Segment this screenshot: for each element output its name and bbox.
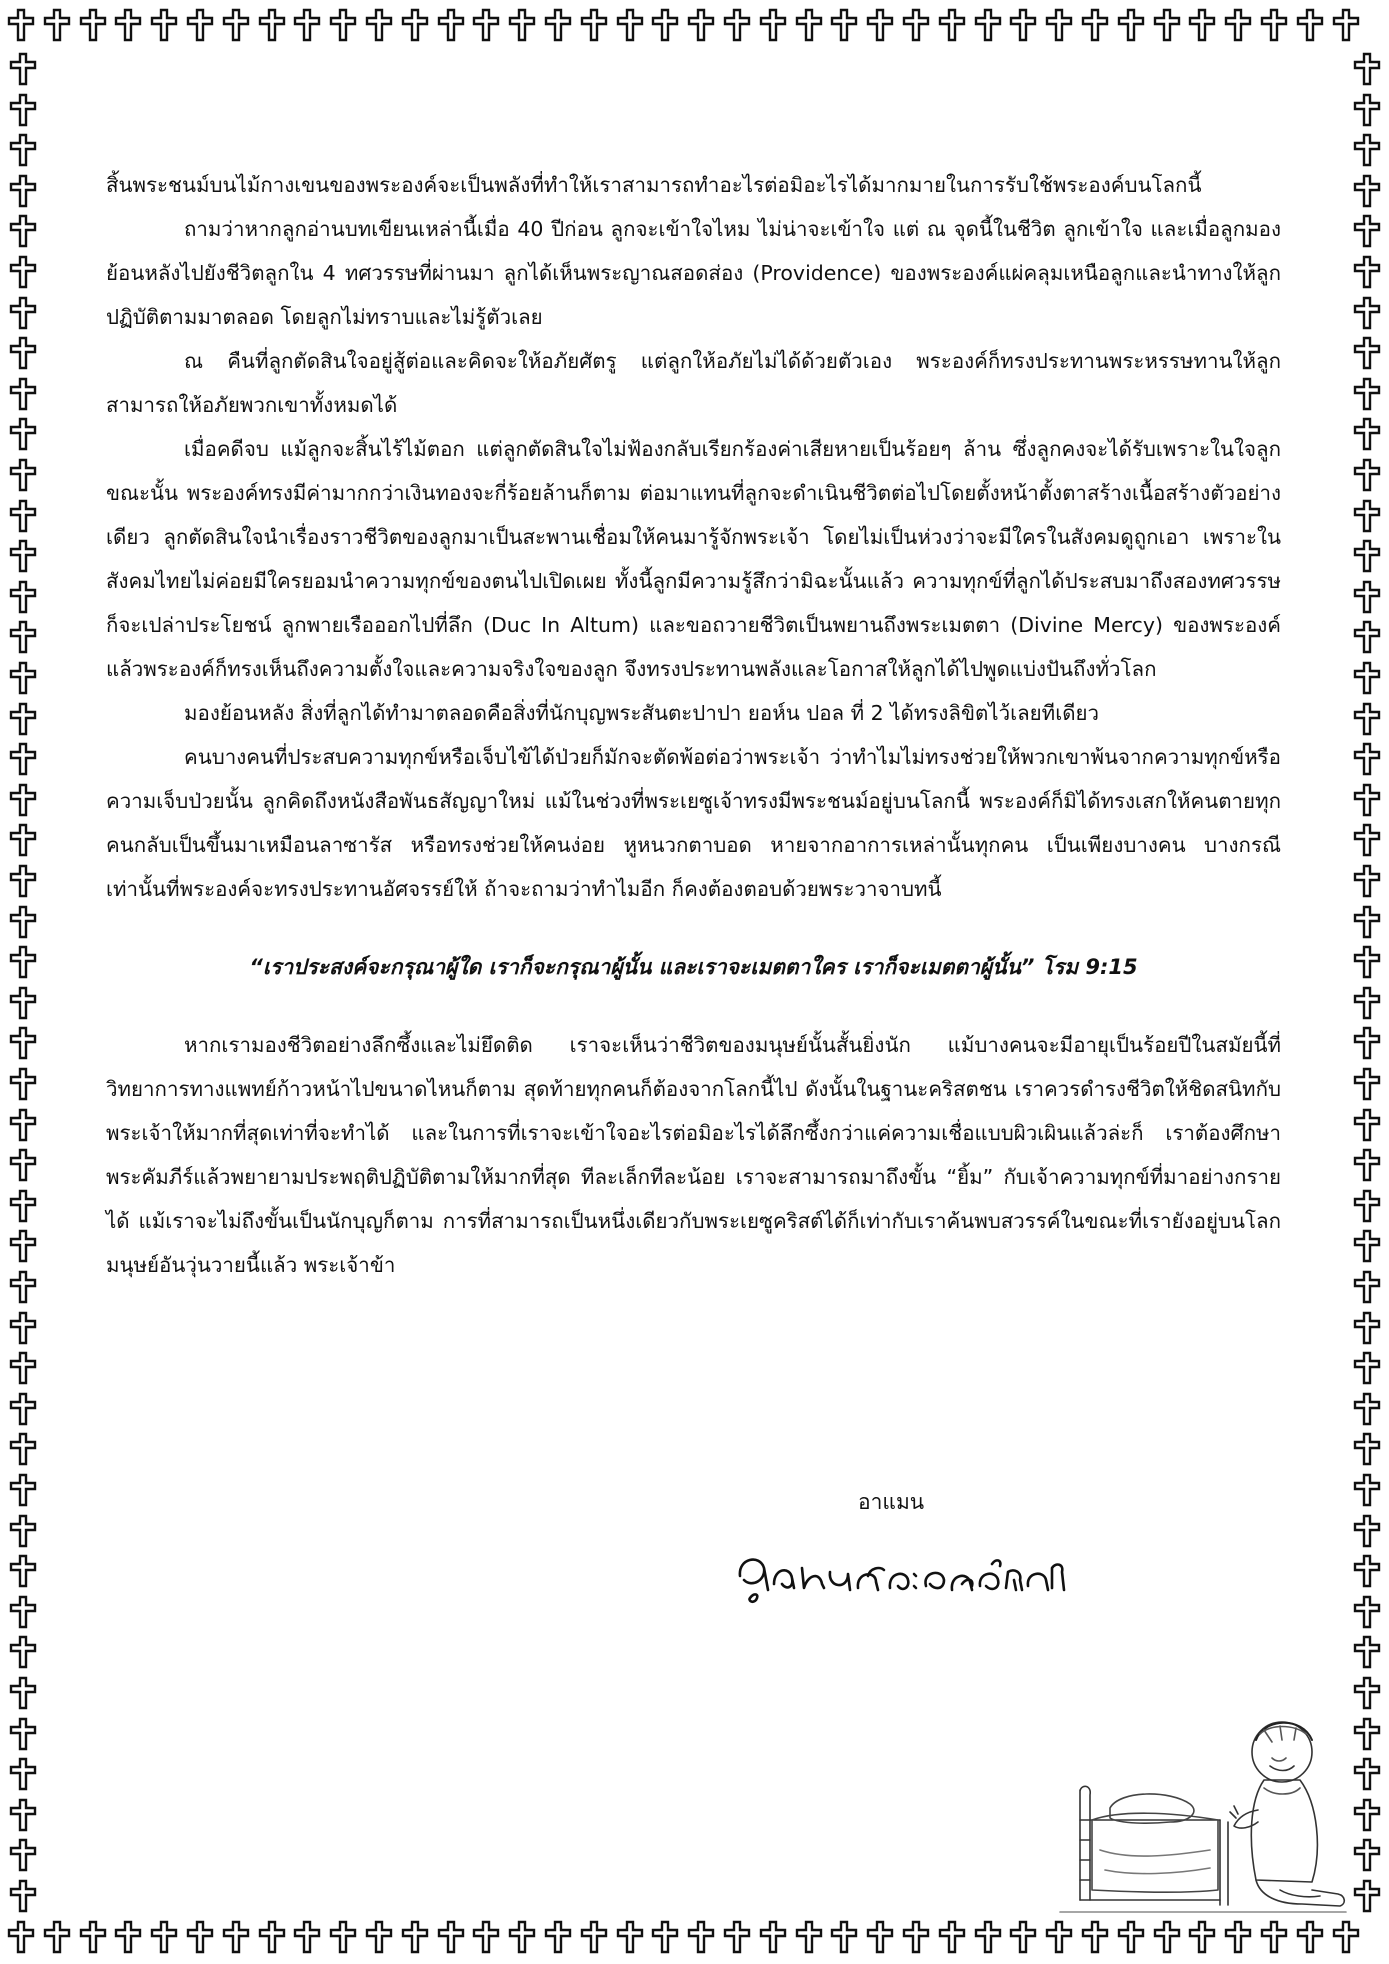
cross-icon [149, 1920, 179, 1954]
cross-icon [8, 377, 38, 411]
cross-icon [1352, 783, 1382, 817]
cross-icon [507, 8, 537, 42]
cross-icon [8, 580, 38, 614]
cross-icon [1352, 458, 1382, 492]
cross-icon [1080, 1920, 1110, 1954]
cross-icon [1080, 8, 1110, 42]
cross-icon [1152, 8, 1182, 42]
cross-icon [1352, 1595, 1382, 1629]
cross-icon [1259, 1920, 1289, 1954]
cross-icon [8, 823, 38, 857]
cross-icon [1352, 1189, 1382, 1223]
cross-icon [1352, 823, 1382, 857]
cross-icon [1352, 1514, 1382, 1548]
cross-icon [1352, 93, 1382, 127]
cross-icon [8, 1108, 38, 1142]
cross-icon [8, 1270, 38, 1304]
cross-icon [8, 945, 38, 979]
cross-icon [1187, 1920, 1217, 1954]
cross-icon [8, 742, 38, 776]
cross-icon [829, 1920, 859, 1954]
left-cross-border [4, 46, 44, 1918]
cross-icon [8, 1554, 38, 1588]
cross-icon [8, 702, 38, 736]
cross-icon [8, 255, 38, 289]
cross-icon [1352, 417, 1382, 451]
cross-icon [794, 8, 824, 42]
cross-icon [1352, 1392, 1382, 1426]
cross-icon [1352, 620, 1382, 654]
cross-icon [8, 1676, 38, 1710]
cross-icon [865, 8, 895, 42]
cross-icon [8, 1635, 38, 1669]
cross-icon [257, 1920, 287, 1954]
paragraph-3: ณ คืนที่ลูกตัดสินใจอยู่สู้ต่อและคิดจะให้อภัยศัตรู แต่ลูกให้อภัยไม่ได้ด้วยตัวเอง พระองค์ก็ทรงประทานพระหรรษทานให้ลูกสามารถให้อภัยพวกเขาทั้งหมดได้ [106, 349, 1281, 417]
cross-icon [185, 1920, 215, 1954]
cross-icon [1352, 52, 1382, 86]
cross-icon [1352, 1554, 1382, 1588]
cross-icon [1044, 8, 1074, 42]
paragraph-6: คนบางคนที่ประสบความทุกข์หรือเจ็บไข้ได้ป่วยก็มักจะตัดพ้อต่อว่าพระเจ้า ว่าทำไมไม่ทรงช่วยให้พวกเขาพ้นจากความทุกข์หรือความเจ็บป่วยนั้น ลูกคิดถึงหนังสือพันธสัญญาใหม่ แม้ในช่วงที่พระเยซูเจ้าทรงมีพระชนม์อยู่บนโลกนี้ พระองค์ก็มิได้ทรงเสกให้คนตายทุกคนกลับเป็นขึ้นมาเหมือนลาซารัส หรือทรงช่วยให้คนง่อย หูหนวกตาบอด หายจากอาการเหล่านั้นทุกคน เป็นเพียงบางคน บางกรณีเท่านั้นที่พระองค์จะทรงประทานอัศจรรย์ให้ ถ้าจะถามว่าทำไมอีก ก็คงต้องตอบด้วยพระวาจาบทนี้ [106, 745, 1281, 901]
cross-icon [615, 1920, 645, 1954]
cross-icon [1352, 539, 1382, 573]
cross-icon [1352, 174, 1382, 208]
cross-icon [579, 1920, 609, 1954]
cross-icon [292, 8, 322, 42]
cross-icon [1352, 1432, 1382, 1466]
cross-icon [8, 620, 38, 654]
cross-icon [8, 1879, 38, 1913]
cross-icon [1352, 742, 1382, 776]
cross-icon [1295, 8, 1325, 42]
cross-icon [758, 8, 788, 42]
cross-icon [1352, 580, 1382, 614]
cross-icon [471, 8, 501, 42]
closing-paragraph: หากเรามองชีวิตอย่างลึกซึ้งและไม่ยึดติด เราจะเห็นว่าชีวิตของมนุษย์นั้นสั้นยิ่งนัก แม้บางคนจะมีอายุเป็นร้อยปีในสมัยนี้ที่วิทยาการทางแพทย์ก้าวหน้าไปขนาดไหนก็ตาม สุดท้ายทุกคนก็ต้องจากโลกนี้ไป ดังนั้นในฐานะคริสตชน เราควรดำรงชีวิตให้ชิดสนิทกับพระเจ้าให้มากที่สุดเท่าที่จะทำได้ และในการที่เราจะเข้าใจอะไรต่อมิอะไรได้ลึกซึ้งกว่าแค่ความเชื่อแบบผิวเผินแล้วล่ะก็ เราต้องศึกษาพระคัมภีร์แล้วพยายามประพฤติปฏิบัติตามให้มากที่สุด ทีละเล็กทีละน้อย เราจะสามารถมาถึงขั้น “ยิ้ม” กับเจ้าความทุกข์ที่มาอย่างกรายได้ แม้เราจะไม่ถึงขั้นเป็นนักบุญก็ตาม การที่สามารถเป็นหนึ่งเดียวกับพระเยซูคริสต์ได้ก็เท่ากับเราค้นพบสวรรค์ในขณะที่เรายังอยู่บนโลกมนุษย์อันวุ่นวายนี้แล้ว พระเจ้าข้า [106, 1033, 1281, 1277]
cross-icon [1352, 1798, 1382, 1832]
paragraph-1: สิ้นพระชนม์บนไม้กางเขนของพระองค์จะเป็นพลังที่ทำให้เราสามารถทำอะไรต่อมิอะไรได้มากมายในการรับใช้พระองค์บนโลกนี้ [106, 173, 1202, 197]
cross-icon [1352, 1838, 1382, 1872]
cross-icon [615, 8, 645, 42]
cross-icon [221, 1920, 251, 1954]
cross-icon [8, 1229, 38, 1263]
cross-icon [1352, 945, 1382, 979]
paragraph-4: เมื่อคดีจบ แม้ลูกจะสิ้นไร้ไม้ตอก แต่ลูกตัดสินใจไม่ฟ้องกลับเรียกร้องค่าเสียหายเป็นร้อยๆ ล้าน ซึ่งลูกคงจะได้รับเพราะในใจลูกขณะนั้น พระองค์ทรงมีค่ามากกว่าเงินทองจะกี่ร้อยล้านก็ตาม ต่อมาแทนที่ลูกจะดำเนินชีวิตต่อไปโดยตั้งหน้าตั้งตาสร้างเนื้อสร้างตัวอย่างเดียว ลูกตัดสินใจนำเรื่องราวชีวิตของลูกมาเป็นสะพานเชื่อมให้คนมารู้จักพระเจ้า โดยไม่เป็นห่วงว่าจะมีใครในสังคมดูถูกเอา เพราะในสังคมไทยไม่ค่อยมีใครยอมนำความทุกข์ของตนไปเปิดเผย ทั้งนี้ลูกมีความรู้สึกว่ามิฉะนั้นแล้ว ความทุกข์ที่ลูกได้ประสบมาถึงสองทศวรรษก็จะเปล่าประโยชน์ ลูกพายเรือออกไปที่ลึก (Duc In Altum) และขอถวายชีวิตเป็นพยานถึงพระเมตตา (Divine Mercy) ของพระองค์ แล้วพระองค์ก็ทรงเห็นถึงความตั้งใจและความจริงใจของลูก จึงทรงประทานพลังและโอกาสให้ลูกได้ไปพูดแบ่งปันถึงทั่วโลก [106, 437, 1281, 681]
cross-icon [6, 8, 36, 42]
cross-icon [8, 214, 38, 248]
cross-icon [1352, 133, 1382, 167]
amen-text: อาแมน [858, 1490, 925, 1514]
cross-icon [113, 8, 143, 42]
cross-icon [436, 8, 466, 42]
cross-icon [1352, 905, 1382, 939]
cross-icon [1352, 702, 1382, 736]
cross-icon [8, 1838, 38, 1872]
cross-icon [1352, 1067, 1382, 1101]
right-cross-border [1348, 46, 1388, 1918]
cross-icon [113, 1920, 143, 1954]
cross-icon [1352, 255, 1382, 289]
cross-icon [8, 539, 38, 573]
cross-icon [722, 1920, 752, 1954]
cross-icon [8, 52, 38, 86]
cross-icon [794, 1920, 824, 1954]
bible-quote: “เราประสงค์จะกรุณาผู้ใด เราก็จะกรุณาผู้นั้น และเราจะเมตตาใคร เราก็จะเมตตาผู้นั้น” โรม 9:15 [249, 955, 1138, 979]
cross-icon [1352, 1311, 1382, 1345]
cross-icon [8, 864, 38, 898]
cross-icon [8, 93, 38, 127]
cross-icon [507, 1920, 537, 1954]
cross-icon [829, 8, 859, 42]
cross-icon [1223, 1920, 1253, 1954]
cross-icon [1187, 8, 1217, 42]
handwritten-signature [730, 1528, 1070, 1618]
cross-icon [8, 661, 38, 695]
cross-icon [1352, 1148, 1382, 1182]
cross-icon [758, 1920, 788, 1954]
cross-icon [42, 1920, 72, 1954]
cross-icon [6, 1920, 36, 1954]
cross-icon [364, 1920, 394, 1954]
cross-icon [364, 8, 394, 42]
letter-body [106, 163, 1281, 1287]
cross-icon [937, 8, 967, 42]
cross-icon [78, 8, 108, 42]
cross-icon [1352, 1108, 1382, 1142]
cross-icon [1352, 296, 1382, 330]
cross-icon [292, 1920, 322, 1954]
cross-icon [1352, 661, 1382, 695]
cross-icon [1044, 1920, 1074, 1954]
cross-icon [78, 1920, 108, 1954]
praying-child-icon [1050, 1700, 1350, 1925]
cross-icon [1295, 1920, 1325, 1954]
cross-icon [257, 8, 287, 42]
cross-icon [1352, 336, 1382, 370]
cross-icon [1352, 1879, 1382, 1913]
cross-icon [1352, 1717, 1382, 1751]
cross-icon [1259, 8, 1289, 42]
cross-icon [543, 8, 573, 42]
paragraph-2: ถามว่าหากลูกอ่านบทเขียนเหล่านี้เมื่อ 40 ปีก่อน ลูกจะเข้าใจไหม ไม่น่าจะเข้าใจ แต่ ณ จุดนี้ในชีวิต ลูกเข้าใจ และเมื่อลูกมองย้อนหลังไปยังชีวิตลูกใน 4 ทศวรรษที่ผ่านมา ลูกได้เห็นพระญาณสอดส่อง (Providence) ของพระองค์แผ่คลุมเหนือลูกและนำทางให้ลูกปฏิบัติตามมาตลอด โดยลูกไม่ทราบและไม่รู้ตัวเลย [106, 217, 1281, 329]
cross-icon [8, 1189, 38, 1223]
cross-icon [8, 1473, 38, 1507]
cross-icon [471, 1920, 501, 1954]
cross-icon [8, 1798, 38, 1832]
cross-icon [1352, 1473, 1382, 1507]
cross-icon [973, 8, 1003, 42]
cross-icon [8, 1514, 38, 1548]
cross-icon [8, 1026, 38, 1060]
cross-icon [1352, 986, 1382, 1020]
cross-icon [1223, 8, 1253, 42]
cross-icon [1352, 1270, 1382, 1304]
cross-icon [8, 417, 38, 451]
cross-icon [8, 458, 38, 492]
cross-icon [436, 1920, 466, 1954]
cross-icon [1152, 1920, 1182, 1954]
cross-icon [185, 8, 215, 42]
cross-icon [8, 499, 38, 533]
cross-icon [1008, 1920, 1038, 1954]
cross-icon [865, 1920, 895, 1954]
cross-icon [722, 8, 752, 42]
cross-icon [579, 8, 609, 42]
cross-icon [1116, 1920, 1146, 1954]
paragraph-5: มองย้อนหลัง สิ่งที่ลูกได้ทำมาตลอดคือสิ่งที่นักบุญพระสันตะปาปา ยอห์น ปอล ที่ 2 ได้ทรงลิขิตไว้เลยทีเดียว [184, 701, 1100, 725]
cross-icon [1352, 1351, 1382, 1385]
cross-icon [901, 1920, 931, 1954]
cross-icon [8, 1067, 38, 1101]
cross-icon [1116, 8, 1146, 42]
cross-icon [1331, 8, 1361, 42]
cross-icon [8, 905, 38, 939]
cross-icon [42, 8, 72, 42]
cross-icon [1352, 864, 1382, 898]
cross-icon [8, 1432, 38, 1466]
cross-icon [8, 986, 38, 1020]
cross-icon [1352, 1676, 1382, 1710]
cross-icon [400, 8, 430, 42]
cross-icon [8, 336, 38, 370]
cross-icon [8, 1757, 38, 1791]
cross-icon [650, 1920, 680, 1954]
cross-icon [149, 8, 179, 42]
cross-icon [8, 1595, 38, 1629]
cross-icon [8, 133, 38, 167]
cross-icon [8, 1392, 38, 1426]
cross-icon [328, 8, 358, 42]
cross-icon [1352, 1026, 1382, 1060]
cross-icon [221, 8, 251, 42]
cross-icon [1331, 1920, 1361, 1954]
cross-icon [937, 1920, 967, 1954]
cross-icon [328, 1920, 358, 1954]
cross-icon [1008, 8, 1038, 42]
cross-icon [8, 1311, 38, 1345]
cross-icon [1352, 377, 1382, 411]
cross-icon [8, 296, 38, 330]
cross-icon [8, 783, 38, 817]
cross-icon [973, 1920, 1003, 1954]
cross-icon [8, 1148, 38, 1182]
cross-icon [543, 1920, 573, 1954]
cross-icon [686, 1920, 716, 1954]
cross-icon [8, 174, 38, 208]
cross-icon [8, 1351, 38, 1385]
cross-icon [686, 8, 716, 42]
cross-icon [1352, 1757, 1382, 1791]
cross-icon [901, 8, 931, 42]
top-cross-border [0, 6, 1389, 46]
cross-icon [1352, 1635, 1382, 1669]
cross-icon [1352, 214, 1382, 248]
cross-icon [1352, 1229, 1382, 1263]
cross-icon [8, 1717, 38, 1751]
cross-icon [650, 8, 680, 42]
cross-icon [400, 1920, 430, 1954]
cross-icon [1352, 499, 1382, 533]
